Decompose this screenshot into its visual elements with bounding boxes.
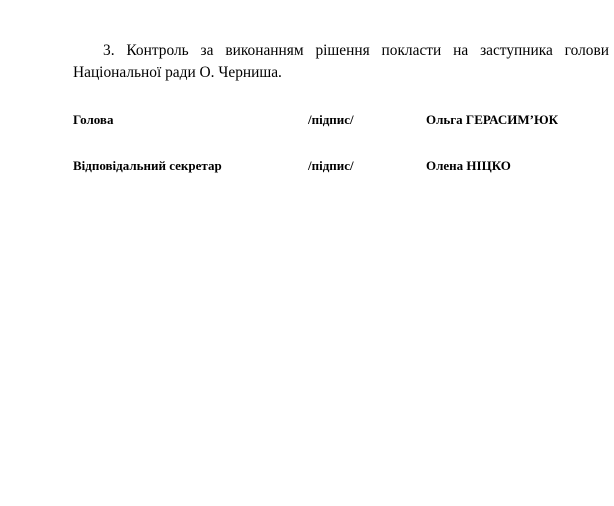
signature-row-chair (73, 112, 609, 132)
signature-mark: /підпис/ (308, 158, 354, 173)
signature-row-secretary (73, 158, 609, 178)
signature-role: Голова (73, 112, 114, 127)
resolution-paragraph: 3. Контроль за виконанням рішення покласти на заступника голови Національної ради О. Черниша. (73, 42, 609, 81)
signatory-name: Олена НІЦКО (426, 158, 511, 173)
signatory-name: Ольга ГЕРАСИМ’ЮК (426, 112, 559, 127)
signature-role: Відповідальний секретар (73, 158, 222, 173)
signature-mark: /підпис/ (308, 112, 354, 127)
